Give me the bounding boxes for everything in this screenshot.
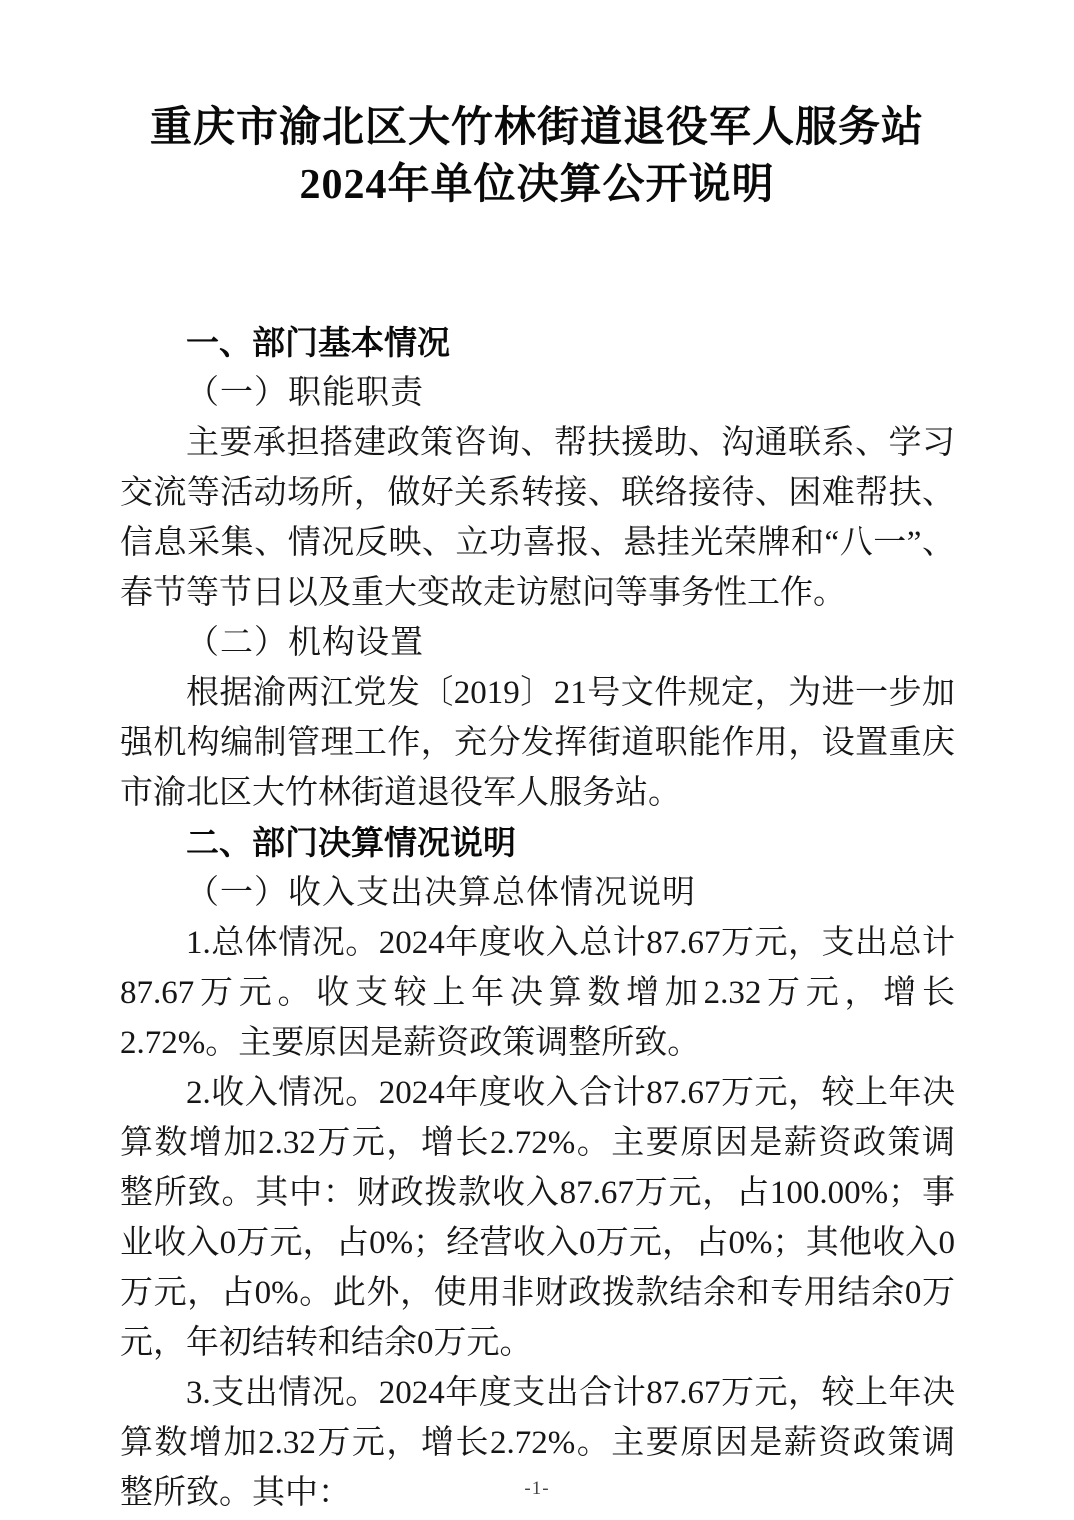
title-line-2: 2024年单位决算公开说明 <box>299 162 775 208</box>
section-heading-basic-info: 一、部门基本情况 <box>186 324 450 361</box>
section-heading-final-accounts: 二、部门决算情况说明 <box>186 824 516 861</box>
subsection-heading-duties: （一）职能职责 <box>186 375 424 411</box>
title-line-1: 重庆市渝北区大竹林街道退役军人服务站 <box>149 105 924 151</box>
paragraph-income-situation: 2.收入情况。2024年度收入合计87.67万元，较上年决算数增加2.32万元，增长2.72%。主要原因是薪资政策调整所致。其中：财政拨款收入87.67万元，占100.00%；事业收入0万元，占0%；经营收入0万元，占0%；其他收入0万元，占0%。此外，使用非财政拨款结余和专用结余0万元，年初结转和结余0万元。 <box>120 1075 955 1361</box>
subsection-heading-org-setup: （二）机构设置 <box>186 625 424 661</box>
page-number: -1- <box>524 1478 550 1499</box>
document-content <box>120 318 955 1518</box>
document-title <box>0 0 1074 214</box>
paragraph-overall-situation: 1.总体情况。2024年度收入总计87.67万元，支出总计87.67万元。收支较上年决算数增加2.32万元，增长2.72%。主要原因是薪资政策调整所致。 <box>120 925 955 1061</box>
paragraph-org-setup: 根据渝两江党发〔2019〕21号文件规定，为进一步加强机构编制管理工作，充分发挥街道职能作用，设置重庆市渝北区大竹林街道退役军人服务站。 <box>120 675 955 811</box>
paragraph-expense-situation: 3.支出情况。2024年度支出合计87.67万元，较上年决算数增加2.32万元，增长2.72%。主要原因是薪资政策调整所致。其中： <box>120 1375 955 1511</box>
paragraph-duties: 主要承担搭建政策咨询、帮扶援助、沟通联系、学习交流等活动场所，做好关系转接、联络接待、困难帮扶、信息采集、情况反映、立功喜报、悬挂光荣牌和“八一”、春节等节日以及重大变故走访慰问等事务性工作。 <box>120 425 955 611</box>
subsection-heading-income-expense: （一）收入支出决算总体情况说明 <box>186 875 696 911</box>
